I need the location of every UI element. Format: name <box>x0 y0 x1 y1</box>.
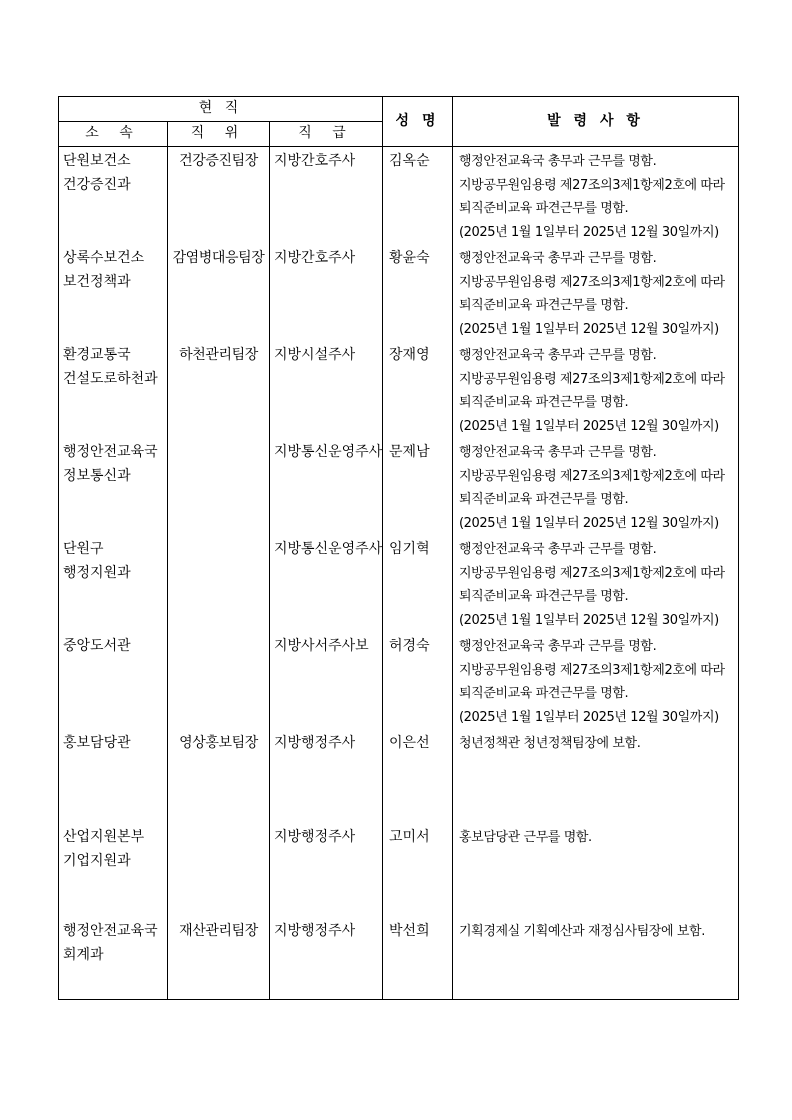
grade-cell <box>270 244 383 341</box>
name-cell <box>383 438 453 535</box>
table-row <box>59 438 739 535</box>
grade-cell <box>270 438 383 535</box>
position-cell <box>168 244 270 341</box>
dept-text: 건강증진과 <box>63 176 131 193</box>
dept-text: 중앙도서관 <box>63 638 131 654</box>
grade-text: 지방행정주사 <box>274 829 356 845</box>
action-text: 퇴직준비교육 파견근무를 명함. <box>459 492 629 507</box>
position-cell <box>168 729 270 823</box>
grade-cell <box>270 729 383 823</box>
action-text: 퇴직준비교육 파견근무를 명함. <box>459 589 629 604</box>
action-text: 지방공무원임용령 제27조의3제1항제2호에 따라 <box>459 177 725 193</box>
dept-text: 정보통신과 <box>63 467 131 484</box>
action-text: (2025년 1월 1일부터 2025년 12월 30일까지) <box>459 709 719 725</box>
action-text: 지방공무원임용령 제27조의3제1항제2호에 따라 <box>459 565 725 581</box>
name-text: 박선희 <box>389 923 430 939</box>
header-position: 직 위 <box>168 122 270 147</box>
grade-text: 지방간호주사 <box>274 250 356 266</box>
dept-cell <box>59 535 168 632</box>
header-name: 성 명 <box>383 97 453 147</box>
grade-cell <box>270 917 383 999</box>
dept-text: 회계과 <box>63 946 104 963</box>
dept-text: 홍보담당관 <box>63 735 131 751</box>
dept-cell <box>59 438 168 535</box>
action-cell <box>453 147 739 245</box>
action-cell <box>453 341 739 438</box>
action-text: 퇴직준비교육 파견근무를 명함. <box>459 201 629 216</box>
table-row <box>59 244 739 341</box>
grade-text: 지방행정주사 <box>274 735 356 751</box>
dept-text: 단원보건소 <box>63 153 131 169</box>
grade-text: 지방행정주사 <box>274 923 356 939</box>
action-text: 지방공무원임용령 제27조의3제1항제2호에 따라 <box>459 371 725 387</box>
position-cell <box>168 823 270 917</box>
action-text: 퇴직준비교육 파견근무를 명함. <box>459 686 629 701</box>
action-text: 퇴직준비교육 파견근무를 명함. <box>459 298 629 313</box>
name-cell <box>383 147 453 245</box>
action-text: 청년정책관 청년정책팀장에 보함. <box>459 736 641 751</box>
action-cell <box>453 823 739 917</box>
position-cell <box>168 438 270 535</box>
name-text: 황윤숙 <box>389 250 430 266</box>
personnel-appointment-table <box>58 96 739 1000</box>
action-cell <box>453 244 739 341</box>
table-row <box>59 341 739 438</box>
name-text: 김옥순 <box>389 153 430 169</box>
action-text: 홍보담당관 근무를 명함. <box>459 830 592 845</box>
dept-text: 환경교통국 <box>63 347 131 363</box>
name-text: 장재영 <box>389 347 430 363</box>
grade-text: 지방통신운영주사 <box>274 541 383 557</box>
dept-cell <box>59 917 168 999</box>
dept-cell <box>59 244 168 341</box>
dept-text: 기업지원과 <box>63 852 131 869</box>
action-text: 행정안전교육국 총무과 근무를 명함. <box>459 542 657 557</box>
action-cell <box>453 917 739 999</box>
name-cell <box>383 244 453 341</box>
grade-text: 지방통신운영주사 <box>274 444 383 460</box>
dept-text: 행정지원과 <box>63 564 131 581</box>
grade-cell <box>270 147 383 245</box>
table-row <box>59 823 739 917</box>
action-text: 지방공무원임용령 제27조의3제1항제2호에 따라 <box>459 662 725 678</box>
dept-cell <box>59 341 168 438</box>
position-text: 재산관리팀장 <box>179 923 258 939</box>
dept-cell <box>59 729 168 823</box>
table-row <box>59 917 739 999</box>
action-text: 퇴직준비교육 파견근무를 명함. <box>459 395 629 410</box>
action-cell <box>453 632 739 729</box>
dept-text: 행정안전교육국 <box>63 444 158 460</box>
action-cell <box>453 438 739 535</box>
grade-cell <box>270 341 383 438</box>
name-text: 문제남 <box>389 444 430 460</box>
name-text: 허경숙 <box>389 638 430 654</box>
position-cell <box>168 341 270 438</box>
action-text: (2025년 1월 1일부터 2025년 12월 30일까지) <box>459 321 719 337</box>
dept-text: 단원구 <box>63 541 104 557</box>
action-text: 행정안전교육국 총무과 근무를 명함. <box>459 445 657 460</box>
action-text: 행정안전교육국 총무과 근무를 명함. <box>459 154 657 169</box>
dept-text: 상록수보건소 <box>63 250 145 266</box>
dept-text: 보건정책과 <box>63 273 131 290</box>
header-action: 발 령 사 항 <box>453 97 739 147</box>
grade-text: 지방시설주사 <box>274 347 356 363</box>
header-grade: 직 급 <box>270 122 383 147</box>
grade-cell <box>270 823 383 917</box>
action-cell <box>453 535 739 632</box>
action-text: 행정안전교육국 총무과 근무를 명함. <box>459 639 657 654</box>
dept-cell <box>59 147 168 245</box>
grade-cell <box>270 632 383 729</box>
name-cell <box>383 823 453 917</box>
name-text: 임기혁 <box>389 541 430 557</box>
position-text: 하천관리팀장 <box>179 347 258 363</box>
name-cell <box>383 632 453 729</box>
name-text: 고미서 <box>389 829 430 845</box>
header-current: 현 직 <box>59 97 383 122</box>
action-text: 기획경제실 기획예산과 재정심사팀장에 보함. <box>459 924 705 939</box>
table-row <box>59 147 739 245</box>
position-text: 감염병대응팀장 <box>172 250 265 266</box>
position-cell <box>168 917 270 999</box>
dept-cell <box>59 632 168 729</box>
table-row <box>59 632 739 729</box>
action-text: 행정안전교육국 총무과 근무를 명함. <box>459 348 657 363</box>
action-text: (2025년 1월 1일부터 2025년 12월 30일까지) <box>459 612 719 628</box>
header-dept: 소 속 <box>59 122 168 147</box>
name-cell <box>383 729 453 823</box>
action-text: (2025년 1월 1일부터 2025년 12월 30일까지) <box>459 224 719 240</box>
position-cell <box>168 147 270 245</box>
action-text: (2025년 1월 1일부터 2025년 12월 30일까지) <box>459 418 719 434</box>
table-row <box>59 535 739 632</box>
dept-text: 건설도로하천과 <box>63 370 158 387</box>
name-text: 이은선 <box>389 735 430 751</box>
grade-cell <box>270 535 383 632</box>
grade-text: 지방간호주사 <box>274 153 356 169</box>
table-row <box>59 729 739 823</box>
name-cell <box>383 917 453 999</box>
action-text: 행정안전교육국 총무과 근무를 명함. <box>459 251 657 266</box>
table-body <box>59 147 739 1000</box>
dept-text: 산업지원본부 <box>63 829 145 845</box>
dept-text: 행정안전교육국 <box>63 923 158 939</box>
name-cell <box>383 535 453 632</box>
position-text: 건강증진팀장 <box>179 153 258 169</box>
grade-text: 지방사서주사보 <box>274 638 369 654</box>
action-text: (2025년 1월 1일부터 2025년 12월 30일까지) <box>459 515 719 531</box>
action-text: 지방공무원임용령 제27조의3제1항제2호에 따라 <box>459 274 725 290</box>
action-text: 지방공무원임용령 제27조의3제1항제2호에 따라 <box>459 468 725 484</box>
position-cell <box>168 632 270 729</box>
dept-cell <box>59 823 168 917</box>
name-cell <box>383 341 453 438</box>
action-cell <box>453 729 739 823</box>
position-text: 영상홍보팀장 <box>179 735 258 751</box>
position-cell <box>168 535 270 632</box>
